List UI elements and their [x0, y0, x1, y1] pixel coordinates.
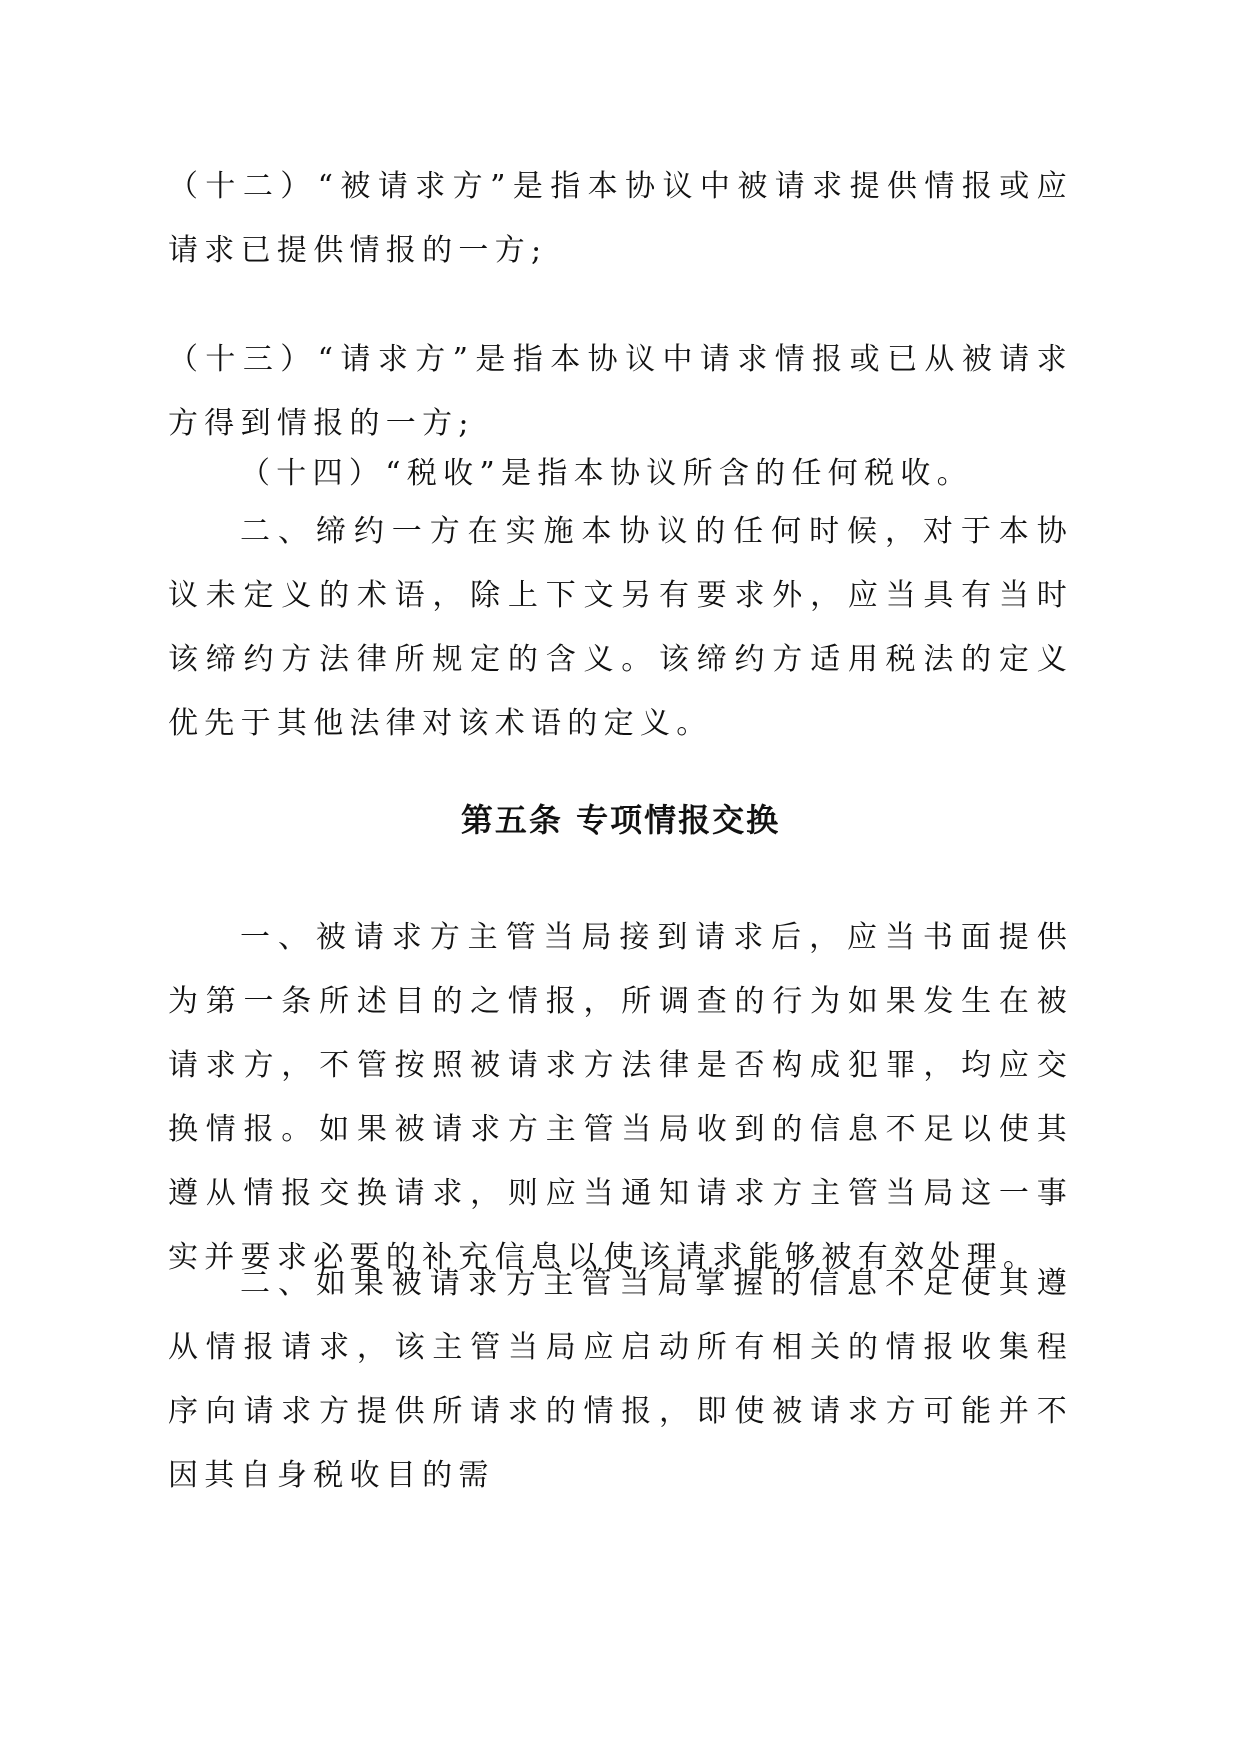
undefined-terms-paragraph: 二、缔约一方在实施本协议的任何时候，对于本协议未定义的术语，除上下文另有要求外，应当具有当时该缔约方法律所规定的含义。该缔约方适用税法的定义优先于其他法律对该术语的定义。: [168, 514, 1073, 741]
definition-fourteen: （十四）“税收”是指本协议所含的任何税收。: [240, 456, 973, 491]
article-five-heading: 第五条 专项情报交换: [460, 801, 781, 839]
definition-thirteen: （十三）“请求方”是指本协议中请求情报或已从被请求方得到情报的一方;: [168, 342, 1073, 441]
article-five-clause-one: 一、被请求方主管当局接到请求后，应当书面提供为第一条所述目的之情报，所调查的行为如果发生在被请求方，不管按照被请求方法律是否构成犯罪，均应交换情报。如果被请求方主管当局收到的信息不足以使其遵从情报交换请求，则应当通知请求方主管当局这一事实并要求必要的补充信息以使该请求能够被有效处理。: [168, 920, 1073, 1275]
article-five-clause-two: 二、如果被请求方主管当局掌握的信息不足使其遵从情报请求，该主管当局应启动所有相关的情报收集程序向请求方提供所请求的情报，即使被请求方可能并不因其自身税收目的需: [168, 1266, 1073, 1493]
definition-twelve: （十二）“被请求方”是指本协议中被请求提供情报或应请求已提供情报的一方;: [168, 169, 1073, 268]
